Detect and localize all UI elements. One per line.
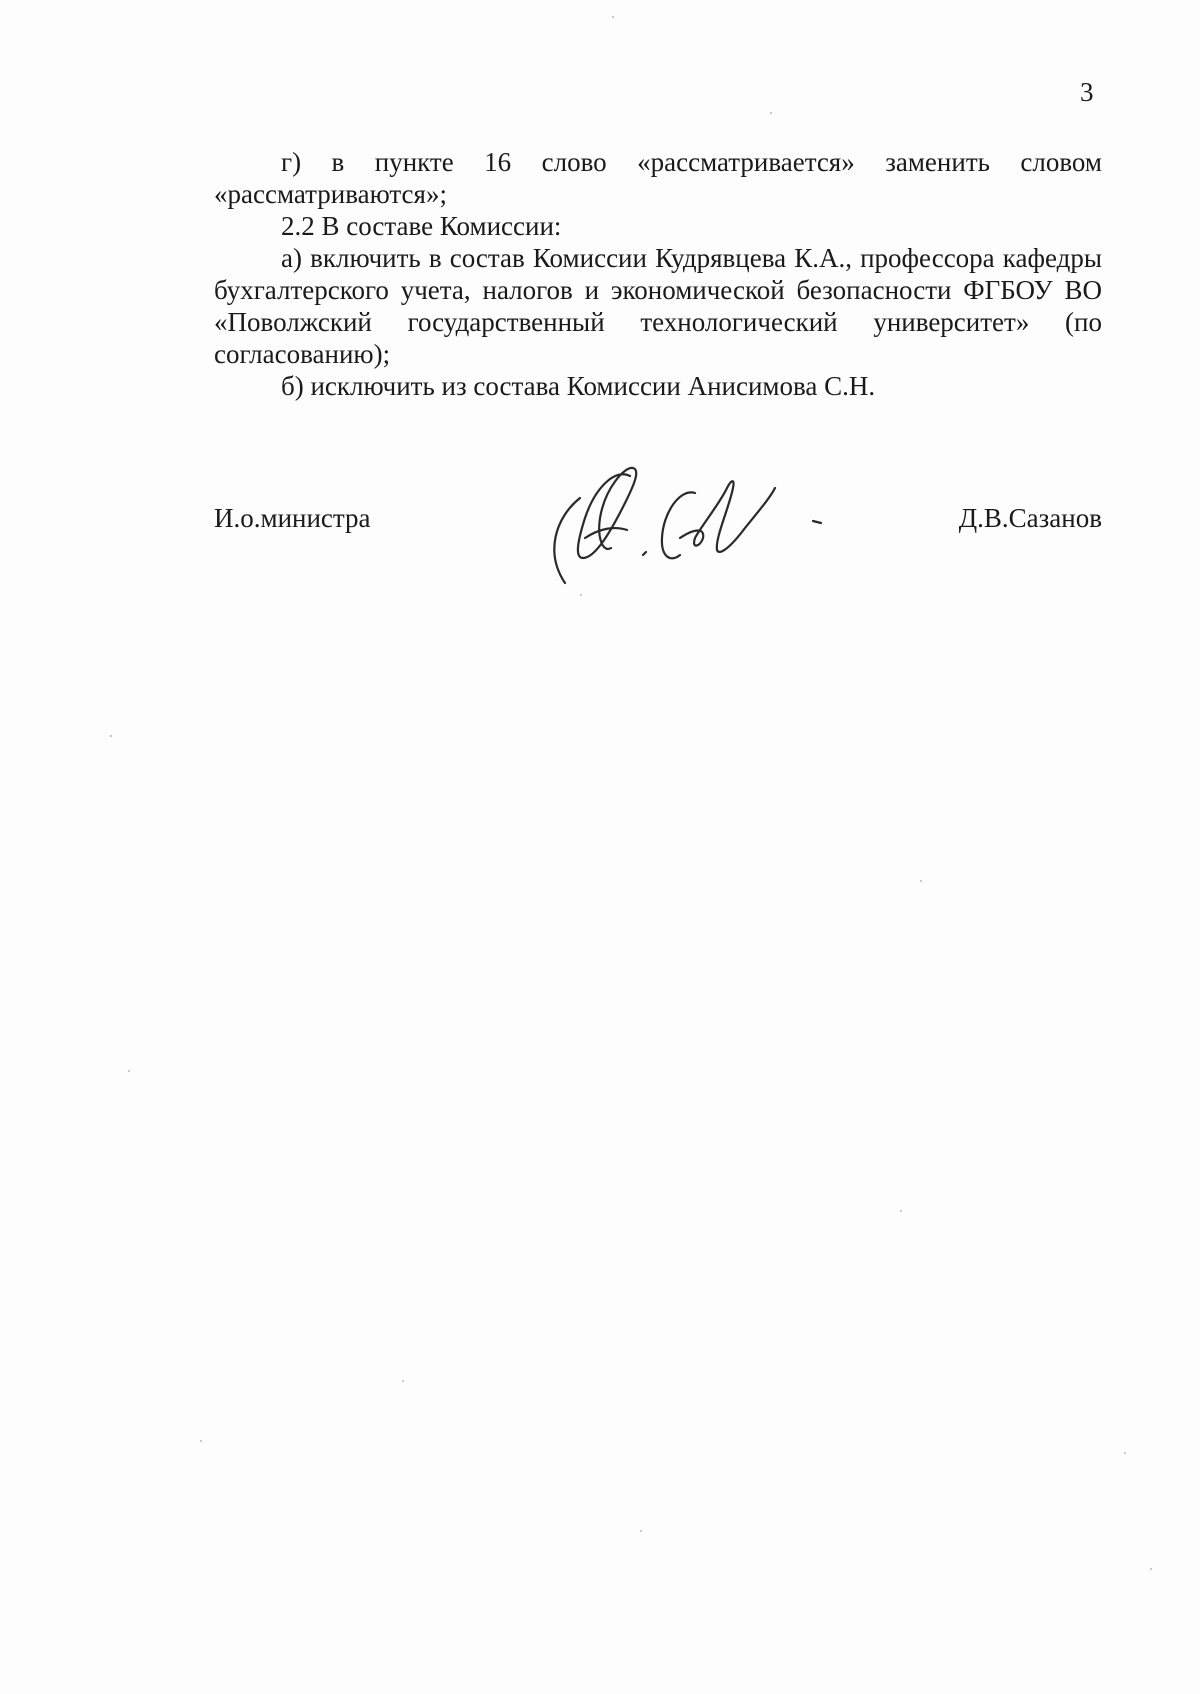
paragraph-item-a: а) включить в состав Комиссии Кудрявцева К.А., профессора кафедры бухгалтерского учета, налогов и экономической безопасности ФГБОУ ВО «Поволжский государственный технологический университет» (по согласованию); — [214, 243, 1102, 369]
paragraph-item-b: б) исключить из состава Комиссии Анисимова С.Н. — [281, 371, 876, 401]
scan-speck — [1124, 1452, 1126, 1454]
page-number: 3 — [1080, 77, 1094, 107]
signer-name: Д.В.Сазанов — [958, 503, 1102, 533]
scan-speck — [200, 1440, 202, 1442]
scan-speck — [640, 1530, 642, 1532]
paragraph-section-2-2: 2.2 В составе Комиссии: — [281, 211, 562, 241]
scan-speck — [580, 594, 582, 596]
scan-speck — [1150, 1568, 1152, 1570]
scan-speck — [128, 1070, 130, 1072]
document-body — [214, 146, 1102, 402]
scan-speck — [110, 735, 112, 737]
handwritten-signature-icon — [545, 458, 845, 588]
paragraph-item-g: г) в пункте 16 слово «рассматривается» заменить словом «рассматриваются»; — [214, 147, 1102, 209]
scan-speck — [920, 880, 922, 882]
scan-speck — [612, 16, 614, 18]
scan-speck — [402, 1380, 404, 1382]
signer-position: И.о.министра — [214, 503, 371, 533]
scan-speck — [770, 112, 772, 114]
scan-speck — [900, 1210, 902, 1212]
